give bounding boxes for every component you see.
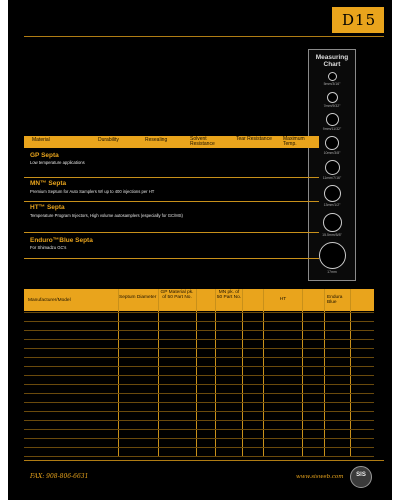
hole-15mm — [323, 213, 342, 232]
hole-label: 7mm/9/32" — [323, 104, 341, 108]
hole-label: 5mm/3/16" — [323, 82, 341, 86]
hole-17mm — [319, 242, 346, 269]
material-desc-gp: Low temperature applications — [30, 160, 85, 165]
hole-5mm — [328, 72, 337, 81]
page-code: D15 — [342, 11, 377, 29]
measuring-chart-title — [309, 54, 355, 68]
column-divider — [215, 289, 216, 456]
material-separator — [24, 232, 319, 233]
hole-9mm — [326, 113, 339, 126]
hole-13mm — [324, 185, 341, 202]
column-divider — [324, 289, 325, 456]
measuring-chart-title-line1: Measuring — [315, 54, 349, 61]
material-desc-ht: Temperature Program Injectors, High volume autosamplers (especially for GC/MS) — [30, 213, 183, 218]
header-ht: HT — [279, 297, 287, 302]
table-row-line — [24, 384, 374, 385]
column-divider — [158, 289, 159, 456]
website-url: www.sisweb.com — [296, 474, 344, 480]
table-row-line — [24, 447, 374, 448]
hole-7mm — [327, 92, 338, 103]
material-title-mn: MN™ Septa — [30, 180, 67, 187]
hole-11mm — [325, 160, 340, 175]
table-row-line — [24, 321, 374, 322]
material-separator — [24, 258, 319, 259]
bottom-rule — [24, 460, 384, 461]
material-title-ht: HT™ Septa — [30, 204, 65, 211]
sis-logo — [350, 466, 372, 488]
column-divider — [242, 289, 243, 456]
header-resealing: Resealing — [145, 137, 168, 143]
table-row-line — [24, 402, 374, 403]
header-septum-diameter: Septum Diameter — [119, 295, 157, 300]
header-endura-blue: Endura Blue — [327, 295, 343, 305]
measuring-chart-title-line2: Chart — [323, 61, 341, 68]
parts-table-header — [24, 289, 374, 311]
column-divider — [263, 289, 264, 456]
header-material: Material — [32, 137, 50, 143]
column-divider — [302, 289, 303, 456]
column-divider — [350, 289, 351, 456]
top-rule — [24, 36, 384, 37]
material-desc-enduro: For Shimadzu GC's — [30, 245, 67, 250]
hole-label: 17mm — [327, 270, 337, 274]
fax-number: FAX: 908-806-6631 — [30, 473, 89, 480]
header-manufacturer-model: Manufacturer/Model — [28, 298, 71, 303]
header-gp-part-no: GP Material pk. of 50 Part No. — [160, 290, 194, 300]
material-separator — [24, 177, 319, 178]
hole-label: 15.5mm/5/8" — [322, 233, 342, 237]
table-row-line — [24, 339, 374, 340]
table-row-line — [24, 438, 374, 439]
table-row-line — [24, 411, 374, 412]
table-row-line — [24, 393, 374, 394]
hole-10mm — [325, 136, 339, 150]
hole-label: 9mm/11/32" — [322, 127, 342, 131]
sis-logo-text: SIS — [356, 472, 366, 478]
table-row-line — [24, 357, 374, 358]
hole-label: 11mm/7/16" — [322, 176, 342, 180]
header-maximum-temp: Maximum Temp. — [283, 136, 305, 147]
table-row-line — [24, 429, 374, 430]
header-solvent-resistance: Solvent Resistance — [190, 136, 215, 147]
table-row-line — [24, 420, 374, 421]
column-divider — [196, 289, 197, 456]
column-divider — [118, 289, 119, 456]
table-row-line — [24, 348, 374, 349]
material-title-enduro: Enduro™Blue Septa — [30, 237, 93, 244]
header-mn-part-no: MN pk. of 50 Part No. — [216, 290, 242, 300]
table-row-line — [24, 456, 374, 457]
table-row-line — [24, 312, 374, 313]
material-separator — [24, 201, 319, 202]
header-tear-resistance: Tear Resistance — [236, 136, 272, 142]
measuring-chart — [308, 49, 356, 281]
material-title-gp: GP Septa — [30, 152, 59, 159]
table-row-line — [24, 366, 374, 367]
material-desc-mn: Premium Septum for Auto Samplers W/ up to 400 injections per HT — [30, 189, 155, 194]
header-durability: Durability — [98, 137, 119, 143]
table-row-line — [24, 375, 374, 376]
hole-label: 13mm/1/2" — [323, 203, 341, 207]
hole-label: 10mm/3/8" — [323, 151, 341, 155]
table-row-line — [24, 330, 374, 331]
